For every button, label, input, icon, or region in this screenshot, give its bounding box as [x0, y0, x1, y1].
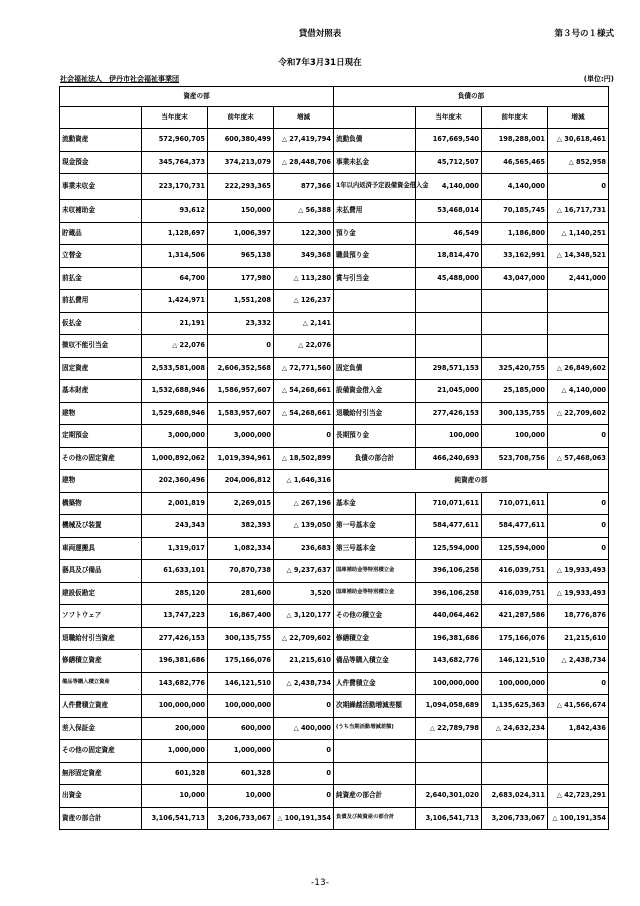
asset-value-prior: 3,206,733,067: [208, 807, 274, 830]
liability-value-current: 298,571,153: [416, 357, 482, 380]
asset-item-label: 器具及び備品: [60, 560, 142, 583]
liability-item-label: 職員預り金: [334, 245, 416, 268]
liabilities-label-header: [334, 107, 416, 129]
asset-value-current: 345,764,373: [142, 151, 208, 174]
liability-value-change: △ 19,933,493: [548, 560, 609, 583]
liability-item-label: [334, 740, 416, 763]
table-row: [60, 151, 609, 174]
asset-item-label: ソフトウェア: [60, 605, 142, 628]
asset-item-label: 固定資産: [60, 357, 142, 380]
table-row: [60, 267, 609, 290]
asset-value-current: 1,529,688,946: [142, 402, 208, 425]
asset-value-prior: 965,138: [208, 245, 274, 268]
asset-value-prior: 222,293,365: [208, 174, 274, 200]
liability-value-current: [416, 762, 482, 785]
liability-value-prior: 2,683,024,311: [482, 785, 548, 808]
asset-value-change: △ 267,196: [274, 492, 334, 515]
asset-item-label: 無形固定資産: [60, 762, 142, 785]
table-row: [60, 470, 609, 493]
assets-change-header: 増減: [274, 107, 334, 129]
asset-item-label: 資産の部合計: [60, 807, 142, 830]
asset-value-current: 1,000,892,062: [142, 447, 208, 470]
asset-value-current: 200,000: [142, 717, 208, 740]
liability-value-change: △ 852,958: [548, 151, 609, 174]
organization-name: 社会福祉法人 伊丹市社会福祉事業団: [60, 75, 179, 83]
asset-value-current: 1,128,697: [142, 222, 208, 245]
asset-item-label: 構築物: [60, 492, 142, 515]
liability-value-prior: [482, 312, 548, 335]
liability-item-label: 固定負債: [334, 357, 416, 380]
liability-item-label: 長期預り金: [334, 425, 416, 448]
asset-value-prior: 382,393: [208, 515, 274, 538]
liability-item-label: 基本金: [334, 492, 416, 515]
liabilities-current-header: 当年度末: [416, 107, 482, 129]
asset-value-prior: 177,980: [208, 267, 274, 290]
liability-value-change: △ 26,849,602: [548, 357, 609, 380]
asset-item-label: 基本財産: [60, 380, 142, 403]
liability-item-label: 第一号基本金: [334, 515, 416, 538]
liability-value-change: [548, 740, 609, 763]
asset-value-change: 3,520: [274, 582, 334, 605]
asset-value-current: 100,000,000: [142, 695, 208, 718]
asset-item-label: 車両運搬具: [60, 537, 142, 560]
asset-value-current: 93,612: [142, 200, 208, 223]
asset-value-change: 21,215,610: [274, 650, 334, 673]
liability-value-current: 277,426,153: [416, 402, 482, 425]
liability-value-change: △ 30,618,461: [548, 129, 609, 152]
asset-value-change: △ 139,050: [274, 515, 334, 538]
asset-value-prior: 146,121,510: [208, 672, 274, 695]
liability-value-current: 2,640,301,020: [416, 785, 482, 808]
liability-value-prior: [482, 335, 548, 358]
asset-value-prior: 10,000: [208, 785, 274, 808]
liabilities-section-heading: 負債の部: [334, 87, 609, 107]
liability-value-prior: 416,039,751: [482, 560, 548, 583]
liability-value-prior: 100,000: [482, 425, 548, 448]
liability-value-change: △ 42,723,291: [548, 785, 609, 808]
asset-value-change: 0: [274, 785, 334, 808]
assets-prior-header: 前年度末: [208, 107, 274, 129]
liability-item-label: 備品等購入積立金: [334, 650, 416, 673]
table-row: [60, 560, 609, 583]
balance-sheet-table: [59, 86, 609, 830]
asset-value-current: 10,000: [142, 785, 208, 808]
table-row: [60, 627, 609, 650]
asset-value-prior: 1,019,394,961: [208, 447, 274, 470]
asset-value-prior: 150,000: [208, 200, 274, 223]
liability-value-change: 2,441,000: [548, 267, 609, 290]
liability-value-current: [416, 335, 482, 358]
table-row: [60, 290, 609, 313]
asset-value-change: △ 27,419,794: [274, 129, 334, 152]
liability-value-change: 1,842,436: [548, 717, 609, 740]
table-row: [60, 174, 609, 200]
liabilities-prior-header: 前年度末: [482, 107, 548, 129]
asset-item-label: 仮払金: [60, 312, 142, 335]
document-title: 貸借対照表: [298, 29, 342, 39]
liability-item-label: 預り金: [334, 222, 416, 245]
asset-value-current: 196,381,686: [142, 650, 208, 673]
asset-value-current: 572,960,705: [142, 129, 208, 152]
liability-item-label: 流動負債: [334, 129, 416, 152]
liability-value-prior: △ 24,632,234: [482, 717, 548, 740]
liability-item-label: [334, 312, 416, 335]
asset-value-change: △ 1,646,316: [274, 470, 334, 493]
asset-value-change: △ 22,709,602: [274, 627, 334, 650]
liability-item-label: [334, 762, 416, 785]
liability-value-prior: 421,287,586: [482, 605, 548, 628]
liability-value-current: 710,071,611: [416, 492, 482, 515]
liability-item-label: 負債の部合計: [334, 447, 416, 470]
table-row: [60, 537, 609, 560]
liability-value-change: 0: [548, 492, 609, 515]
asset-item-label: 未収補助金: [60, 200, 142, 223]
table-row: [60, 129, 609, 152]
report-date: 令和7年3月31日現在: [278, 58, 362, 68]
section-header-row: [60, 87, 609, 107]
asset-value-prior: 2,606,352,568: [208, 357, 274, 380]
table-row: [60, 695, 609, 718]
asset-value-change: 0: [274, 740, 334, 763]
liability-value-change: △ 41,566,674: [548, 695, 609, 718]
liability-value-prior: 710,071,611: [482, 492, 548, 515]
liability-value-change: [548, 762, 609, 785]
asset-value-current: 277,426,153: [142, 627, 208, 650]
asset-item-label: 備品等購入積立資産: [60, 672, 142, 695]
asset-value-current: 243,343: [142, 515, 208, 538]
liability-value-change: [548, 290, 609, 313]
asset-item-label: 定期預金: [60, 425, 142, 448]
asset-item-label: その他の固定資産: [60, 740, 142, 763]
liability-value-change: 0: [548, 174, 609, 200]
asset-value-prior: 23,332: [208, 312, 274, 335]
liability-value-current: 396,106,258: [416, 582, 482, 605]
asset-value-change: △ 9,237,637: [274, 560, 334, 583]
asset-value-change: 877,366: [274, 174, 334, 200]
liability-value-change: 0: [548, 425, 609, 448]
asset-value-change: △ 2,438,734: [274, 672, 334, 695]
liability-value-current: △ 22,789,798: [416, 717, 482, 740]
table-row: [60, 582, 609, 605]
liability-item-label: 純資産の部合計: [334, 785, 416, 808]
table-row: [60, 425, 609, 448]
liability-value-prior: 43,047,000: [482, 267, 548, 290]
table-row: [60, 672, 609, 695]
liability-item-label: 事業未払金: [334, 151, 416, 174]
liability-item-label: 国庫補助金等特別積立金: [334, 582, 416, 605]
liability-value-change: [548, 312, 609, 335]
liability-value-change: △ 14,348,521: [548, 245, 609, 268]
liability-value-prior: 300,135,755: [482, 402, 548, 425]
asset-value-prior: 1,586,957,607: [208, 380, 274, 403]
liability-value-current: 45,488,000: [416, 267, 482, 290]
asset-value-prior: 175,166,076: [208, 650, 274, 673]
asset-value-prior: 1,000,000: [208, 740, 274, 763]
liability-value-prior: 146,121,510: [482, 650, 548, 673]
asset-value-current: 202,360,496: [142, 470, 208, 493]
asset-value-current: 13,747,223: [142, 605, 208, 628]
liability-value-change: △ 2,438,734: [548, 650, 609, 673]
table-row: [60, 245, 609, 268]
liability-item-label: [334, 290, 416, 313]
liability-value-current: 167,669,540: [416, 129, 482, 152]
table-row: [60, 762, 609, 785]
liability-value-current: 45,712,507: [416, 151, 482, 174]
liability-item-label: 修繕積立金: [334, 627, 416, 650]
asset-item-label: 修繕積立資産: [60, 650, 142, 673]
liability-value-prior: 198,288,001: [482, 129, 548, 152]
asset-value-prior: 600,380,499: [208, 129, 274, 152]
liability-item-label: 賞与引当金: [334, 267, 416, 290]
asset-value-current: 601,328: [142, 762, 208, 785]
liability-value-prior: 70,185,745: [482, 200, 548, 223]
asset-value-change: 0: [274, 762, 334, 785]
asset-value-change: 0: [274, 695, 334, 718]
liability-value-current: 53,468,014: [416, 200, 482, 223]
net-assets-section-heading: 純資産の部: [334, 470, 609, 493]
asset-value-current: △ 22,076: [142, 335, 208, 358]
table-row: [60, 357, 609, 380]
assets-label-header: [60, 107, 142, 129]
liability-value-prior: 325,420,755: [482, 357, 548, 380]
liability-value-current: [416, 740, 482, 763]
asset-item-label: 人件費積立資産: [60, 695, 142, 718]
liability-value-change: △ 22,709,602: [548, 402, 609, 425]
liability-value-current: 100,000,000: [416, 672, 482, 695]
liability-value-change: △ 16,717,731: [548, 200, 609, 223]
liability-value-change: [548, 335, 609, 358]
liability-value-current: 196,381,686: [416, 627, 482, 650]
liability-item-label: 設備資金借入金: [334, 380, 416, 403]
asset-value-current: 21,191: [142, 312, 208, 335]
asset-item-label: 貯蔵品: [60, 222, 142, 245]
asset-value-change: △ 2,141: [274, 312, 334, 335]
asset-value-change: △ 3,120,177: [274, 605, 334, 628]
liability-value-prior: 584,477,611: [482, 515, 548, 538]
table-row: [60, 740, 609, 763]
assets-section-heading: 資産の部: [60, 87, 334, 107]
table-row: [60, 447, 609, 470]
liability-value-prior: 3,206,733,067: [482, 807, 548, 830]
liability-value-prior: 416,039,751: [482, 582, 548, 605]
liability-value-change: 18,776,876: [548, 605, 609, 628]
liability-value-current: 584,477,611: [416, 515, 482, 538]
column-header-row: [60, 107, 609, 129]
asset-value-prior: 2,269,015: [208, 492, 274, 515]
liability-value-current: 4,140,000: [416, 174, 482, 200]
asset-value-prior: 1,006,397: [208, 222, 274, 245]
asset-item-label: 立替金: [60, 245, 142, 268]
table-row: [60, 515, 609, 538]
asset-value-change: △ 400,000: [274, 717, 334, 740]
asset-value-prior: 204,006,812: [208, 470, 274, 493]
asset-value-change: △ 72,771,560: [274, 357, 334, 380]
liability-value-change: 21,215,610: [548, 627, 609, 650]
asset-item-label: 建設仮勘定: [60, 582, 142, 605]
liability-value-current: 143,682,776: [416, 650, 482, 673]
asset-value-current: 143,682,776: [142, 672, 208, 695]
asset-value-change: △ 113,280: [274, 267, 334, 290]
asset-value-change: △ 100,191,354: [274, 807, 334, 830]
liability-value-current: 440,064,462: [416, 605, 482, 628]
asset-value-prior: 1,082,334: [208, 537, 274, 560]
liability-value-current: 46,549: [416, 222, 482, 245]
asset-item-label: 差入保証金: [60, 717, 142, 740]
asset-value-change: △ 18,502,899: [274, 447, 334, 470]
asset-value-change: △ 126,237: [274, 290, 334, 313]
asset-value-change: △ 22,076: [274, 335, 334, 358]
asset-item-label: 前払費用: [60, 290, 142, 313]
liability-value-prior: 175,166,076: [482, 627, 548, 650]
liability-value-current: [416, 290, 482, 313]
liability-value-current: 396,106,258: [416, 560, 482, 583]
asset-value-prior: 600,000: [208, 717, 274, 740]
asset-value-change: △ 56,388: [274, 200, 334, 223]
asset-value-current: 3,000,000: [142, 425, 208, 448]
asset-item-label: 退職給付引当資産: [60, 627, 142, 650]
asset-value-prior: 70,870,738: [208, 560, 274, 583]
liability-value-current: 100,000: [416, 425, 482, 448]
asset-value-current: 2,533,581,008: [142, 357, 208, 380]
asset-value-prior: 1,551,208: [208, 290, 274, 313]
liability-value-prior: 1,186,800: [482, 222, 548, 245]
asset-item-label: 建物: [60, 402, 142, 425]
liability-item-label: (うち当期活動増減差額): [334, 717, 416, 740]
asset-value-prior: 374,213,079: [208, 151, 274, 174]
liability-value-prior: 523,708,756: [482, 447, 548, 470]
liability-item-label: 人件費積立金: [334, 672, 416, 695]
liability-value-current: 1,094,058,689: [416, 695, 482, 718]
asset-item-label: その他の固定資産: [60, 447, 142, 470]
liability-value-change: 0: [548, 672, 609, 695]
table-row: [60, 717, 609, 740]
liability-item-label: 国庫補助金等特別積立金: [334, 560, 416, 583]
asset-item-label: 徴収不能引当金: [60, 335, 142, 358]
asset-value-prior: 3,000,000: [208, 425, 274, 448]
liability-value-change: △ 19,933,493: [548, 582, 609, 605]
table-row: [60, 807, 609, 830]
liability-value-prior: 33,162,991: [482, 245, 548, 268]
asset-item-label: 事業未収金: [60, 174, 142, 200]
liability-value-prior: [482, 740, 548, 763]
asset-value-change: 0: [274, 425, 334, 448]
liability-value-current: 18,814,470: [416, 245, 482, 268]
asset-value-current: 285,120: [142, 582, 208, 605]
table-row: [60, 402, 609, 425]
asset-item-label: 前払金: [60, 267, 142, 290]
asset-value-current: 1,314,506: [142, 245, 208, 268]
asset-value-current: 1,319,017: [142, 537, 208, 560]
asset-value-current: 1,424,971: [142, 290, 208, 313]
asset-value-prior: 0: [208, 335, 274, 358]
liability-value-change: △ 57,468,063: [548, 447, 609, 470]
table-row: [60, 380, 609, 403]
liability-value-prior: 100,000,000: [482, 672, 548, 695]
liability-value-current: 125,594,000: [416, 537, 482, 560]
asset-value-current: 223,170,731: [142, 174, 208, 200]
table-row: [60, 605, 609, 628]
asset-item-label: 建物: [60, 470, 142, 493]
liability-value-current: 466,240,693: [416, 447, 482, 470]
asset-value-prior: 100,000,000: [208, 695, 274, 718]
asset-value-prior: 1,583,957,607: [208, 402, 274, 425]
liability-value-change: 0: [548, 537, 609, 560]
liability-item-label: 負債及び純資産の部合計: [334, 807, 416, 830]
asset-value-current: 2,001,819: [142, 492, 208, 515]
table-row: [60, 492, 609, 515]
liability-item-label: その他の積立金: [334, 605, 416, 628]
asset-value-prior: 300,135,755: [208, 627, 274, 650]
page-number: -13-: [311, 878, 329, 888]
liability-value-prior: 4,140,000: [482, 174, 548, 200]
asset-item-label: 現金預金: [60, 151, 142, 174]
table-row: [60, 200, 609, 223]
assets-current-header: 当年度末: [142, 107, 208, 129]
asset-value-change: △ 28,448,706: [274, 151, 334, 174]
liability-value-prior: 125,594,000: [482, 537, 548, 560]
asset-value-change: △ 54,268,661: [274, 380, 334, 403]
liability-item-label: 未払費用: [334, 200, 416, 223]
asset-value-prior: 16,867,400: [208, 605, 274, 628]
liability-value-prior: 46,565,465: [482, 151, 548, 174]
asset-value-change: 122,300: [274, 222, 334, 245]
liability-value-prior: 1,135,625,363: [482, 695, 548, 718]
asset-value-current: 61,633,101: [142, 560, 208, 583]
table-row: [60, 650, 609, 673]
asset-value-current: 3,106,541,713: [142, 807, 208, 830]
table-row: [60, 785, 609, 808]
liability-value-change: 0: [548, 515, 609, 538]
asset-value-change: 349,368: [274, 245, 334, 268]
currency-unit: (単位:円): [583, 75, 614, 83]
liability-item-label: [334, 335, 416, 358]
liability-value-change: △ 1,140,251: [548, 222, 609, 245]
liability-value-prior: [482, 762, 548, 785]
asset-value-current: 64,700: [142, 267, 208, 290]
table-row: [60, 222, 609, 245]
liability-item-label: 退職給付引当金: [334, 402, 416, 425]
liability-value-prior: 25,185,000: [482, 380, 548, 403]
liability-value-prior: [482, 290, 548, 313]
asset-value-prior: 601,328: [208, 762, 274, 785]
asset-value-current: 1,000,000: [142, 740, 208, 763]
asset-value-change: △ 54,268,661: [274, 402, 334, 425]
liability-item-label: 第三号基本金: [334, 537, 416, 560]
liability-value-change: △ 4,140,000: [548, 380, 609, 403]
liability-value-current: 3,106,541,713: [416, 807, 482, 830]
liability-item-label: 次期繰越活動増減差額: [334, 695, 416, 718]
asset-item-label: 機械及び装置: [60, 515, 142, 538]
liability-value-current: [416, 312, 482, 335]
table-row: [60, 312, 609, 335]
asset-item-label: 出資金: [60, 785, 142, 808]
liability-value-current: 21,045,000: [416, 380, 482, 403]
asset-item-label: 流動資産: [60, 129, 142, 152]
liability-item-label: 1年以内返済予定設備資金借入金: [334, 174, 416, 200]
liability-value-change: △ 100,191,354: [548, 807, 609, 830]
asset-value-current: 1,532,688,946: [142, 380, 208, 403]
liabilities-change-header: 増減: [548, 107, 609, 129]
asset-value-prior: 281,600: [208, 582, 274, 605]
table-row: [60, 335, 609, 358]
form-number: 第３号の１様式: [554, 29, 614, 39]
asset-value-change: 236,683: [274, 537, 334, 560]
